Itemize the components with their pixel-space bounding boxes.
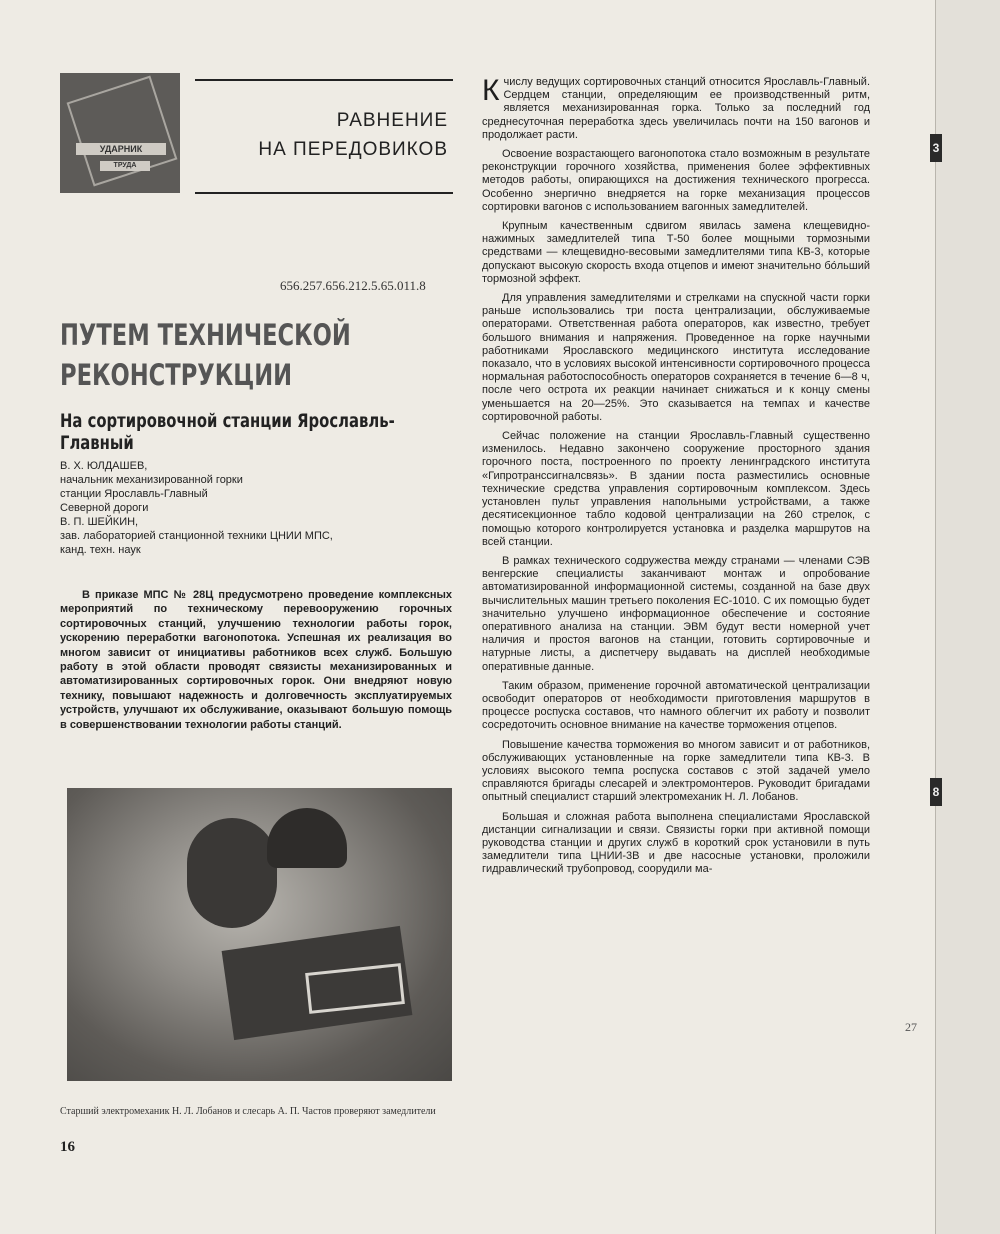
rubric-bottom-rule bbox=[195, 192, 453, 194]
article-body-column bbox=[482, 76, 870, 883]
edge-tab: 3 bbox=[930, 134, 942, 162]
body-paragraph: Повышение качества торможения во многом зависит и от работников, обслуживающих установленные на горке замедлители типа КВ-3. В условиях высокого темпа роспуска составов с этой задачей умело справляются бригады слесарей и электромонтеров. Руководит бригадами опытный специалист старший электромеханик Н. Л. Лобанов. bbox=[482, 738, 870, 804]
body-paragraph: Крупным качественным сдвигом явилась замена клещевидно-нажимных замедлителей типа Т-50 более мощными тормозными средствами — клещевидно-весовыми замедлителями типа КВ-3, которые допускают высокую скорость входа отцепов и имеют значительно бо́льший тормозной эффект. bbox=[482, 220, 870, 285]
article-photo bbox=[67, 788, 452, 1081]
author-line: начальник механизированной горки bbox=[60, 474, 243, 486]
body-paragraph: Сейчас положение на станции Ярославль-Главный существенно изменилось. Недавно закончено сооружение просторного здания горочного поста, построенного по проекту ленинградского института «Гипротранссигналсвязь». В здании поста разместились основные технические средства управления сортировочным комплексом. Здесь установлен пульт управления напольными устройствами, а также десятисекционное табло кодовой централизации на 260 стрелок, с помощью которого контролируется установка и разделка маршрутов на всей станции. bbox=[482, 430, 870, 548]
rubric-top-rule bbox=[195, 79, 453, 81]
author-line: В. Х. ЮЛДАШЕВ, bbox=[60, 460, 148, 472]
article-title-line-2: РЕКОНСТРУКЦИИ bbox=[60, 358, 293, 392]
body-paragraph: В рамках технического содружества между странами — членами СЭВ венгерские специалисты заканчивают монтаж и опробование автоматизированной информационной системы, созданной на базе двух вычислительных машин третьего поколения ЕС-1010. С их помощью будет значительно улучшено информационное обеспечение и состояние оперативного анализа на станции. ЭВМ будут вести номерной учет наличия и простоя вагонов на станции, готовить сортировочные и натурные листы, а диспетчеру выдавать на дисплей необходимые оперативные данные. bbox=[482, 554, 870, 673]
author-block bbox=[60, 459, 460, 557]
page-number: 16 bbox=[60, 1139, 75, 1155]
drop-cap: К bbox=[482, 74, 500, 107]
article-subtitle: На сортировочной станции Ярославль-Главный bbox=[60, 410, 395, 454]
rubric-logo-image bbox=[60, 73, 180, 193]
author-line: канд. техн. наук bbox=[60, 544, 141, 556]
body-paragraph: Кчислу ведущих сортировочных станций относится Ярославль-Главный. Сердцем станции, определяющим ее производственный ритм, является механизированная горка. Только за последний год среднесуточная переработка здесь увеличилась почти на 150 вагонов и продолжает расти. bbox=[482, 74, 870, 141]
author-line: Северной дороги bbox=[60, 502, 149, 514]
rubric-title-line-1: РАВНЕНИЕ bbox=[336, 110, 448, 131]
body-paragraph: Освоение возрастающего вагонопотока стало возможным в результате реконструкции горочного хозяйства, применения более эффективных методов работы, опирающихся на достижения технического прогресса. Особенно энергично внедряется на горке механизация процессов сортировки вагонов с использованием вагонных замедлителей. bbox=[482, 148, 870, 213]
next-page-edge bbox=[935, 0, 1000, 1234]
body-paragraph: Таким образом, применение горочной автоматической централизации освободит операторов от необходимости приготовления маршрутов в процессе роспуска составов, что намного облегчит их работу и позволит сосредоточить основное внимание на качестве торможения отцепов. bbox=[482, 679, 870, 732]
article-title-line-1: ПУТЕМ ТЕХНИЧЕСКОЙ bbox=[60, 318, 351, 352]
body-paragraph: Для управления замедлителями и стрелками на спускной части горки раньше использовались три поста централизации, обслуживаемые операторами. Ответственная работа операторов, как известно, требует большого внимания и напряжения. Проведенное на горке научными работниками Ярославского медицинского института исследование показало, что в условиях высокой интенсивности сортировочного процесса нормальная работоспособность операторов сохраняется в течение 6—8 ч, после чего острота их реакции начинает снижаться и к концу смены уменьшается на 20—25%. Это сказывается на темпах и качестве сортировочной работы. bbox=[482, 292, 870, 423]
logo-banner-text-2: ТРУДА bbox=[100, 161, 150, 171]
photo-caption: Старший электромеханик Н. Л. Лобанов и слесарь А. П. Частов проверяют замедлители bbox=[60, 1106, 436, 1117]
logo-banner-text: УДАРНИК bbox=[76, 143, 166, 155]
edge-tab: 8 bbox=[930, 778, 942, 806]
rubric-title-line-2: НА ПЕРЕДОВИКОВ bbox=[258, 139, 448, 160]
next-page-number: 27 bbox=[905, 1020, 917, 1034]
author-line: станции Ярославль-Главный bbox=[60, 488, 208, 500]
author-line: В. П. ШЕЙКИН, bbox=[60, 516, 139, 528]
author-line: зав. лабораторией станционной техники ЦНИИ МПС, bbox=[60, 530, 333, 542]
article-lead: В приказе МПС № 28Ц предусмотрено проведение комплексных мероприятий по техническому перевооружению горочных сортировочных станций, улучшению технологии работы горок, ускорению переработки вагонопотока. Успешная их реализация во многом зависит от инициативы работников всех служб. Большую работу в этой области проводят связисты механизированных и автоматизированных сортировочных горок. Они внедряют новую технику, повышают надежность и долговечность эксплуатируемых устройств, улучшают их обслуживание, оказывают большую помощь в совершенствовании технологии работы станций. bbox=[60, 589, 452, 731]
body-paragraph: Большая и сложная работа выполнена специалистами Ярославской дистанции сигнализации и связи. Связисты горки при активной помощи руководства станции и других служб в короткий срок установили в путь замедлители типа ЦНИИ-3В и две насосные установки, проложили гидравлический трубопровод, соорудили ма- bbox=[482, 810, 870, 876]
udc-code: 656.257.656.212.5.65.011.8 bbox=[280, 278, 426, 293]
